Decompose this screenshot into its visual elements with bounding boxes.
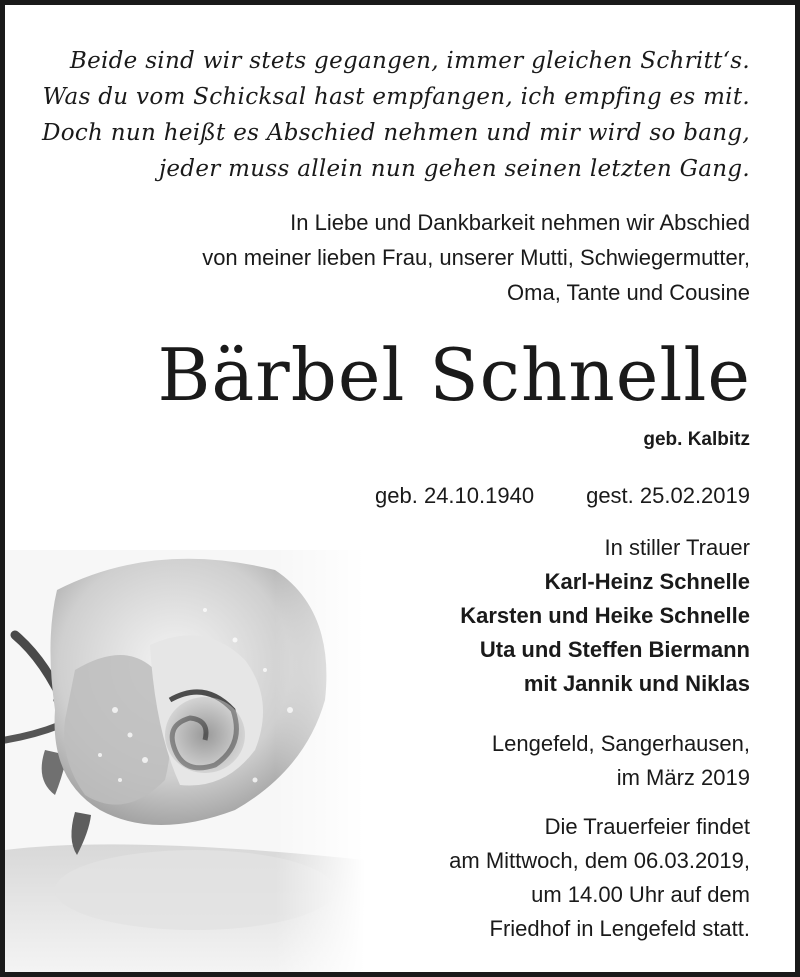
rose-icon <box>5 550 365 977</box>
funeral-line: um 14.00 Uhr auf dem <box>531 882 750 907</box>
rose-image <box>5 550 365 977</box>
poem-line: Was du vom Schicksal hast empfangen, ich empfing es mit. <box>42 84 750 110</box>
mourner-name: Karsten und Heike Schnelle <box>460 603 750 628</box>
mourner-name: Karl-Heinz Schnelle <box>544 569 750 594</box>
place-and-date <box>492 727 750 795</box>
poem <box>42 43 750 187</box>
farewell-intro <box>202 205 750 310</box>
intro-line: In Liebe und Dankbarkeit nehmen wir Abschied <box>290 210 750 235</box>
funeral-line: Friedhof in Lengefeld statt. <box>489 916 750 941</box>
mourning-heading: In stiller Trauer <box>604 535 750 560</box>
poem-line: Beide sind wir stets gegangen, immer gleichen Schritt‘s. <box>69 48 750 74</box>
life-dates <box>375 479 750 513</box>
funeral-line: Die Trauerfeier findet <box>544 814 750 839</box>
birth-date: geb. 24.10.1940 <box>375 483 535 508</box>
poem-line: Doch nun heißt es Abschied nehmen und mir wird so bang, <box>41 120 750 146</box>
mourners <box>460 531 750 701</box>
place-line: Lengefeld, Sangerhausen, <box>491 731 750 756</box>
intro-line: Oma, Tante und Cousine <box>507 280 750 305</box>
intro-line: von meiner lieben Frau, unserer Mutti, Schwiegermutter, <box>202 245 750 270</box>
birth-name: geb. Kalbitz <box>643 429 750 450</box>
funeral-info <box>449 810 750 946</box>
mourner-name: Uta und Steffen Biermann <box>479 637 750 662</box>
funeral-line: am Mittwoch, dem 06.03.2019, <box>449 848 750 873</box>
deceased-name: Bärbel Schnelle <box>157 333 751 417</box>
death-date: gest. 25.02.2019 <box>586 483 750 508</box>
date-line: im März 2019 <box>616 765 750 790</box>
mourner-name: mit Jannik und Niklas <box>523 671 750 696</box>
poem-line: jeder muss allein nun gehen seinen letzten Gang. <box>158 156 750 182</box>
